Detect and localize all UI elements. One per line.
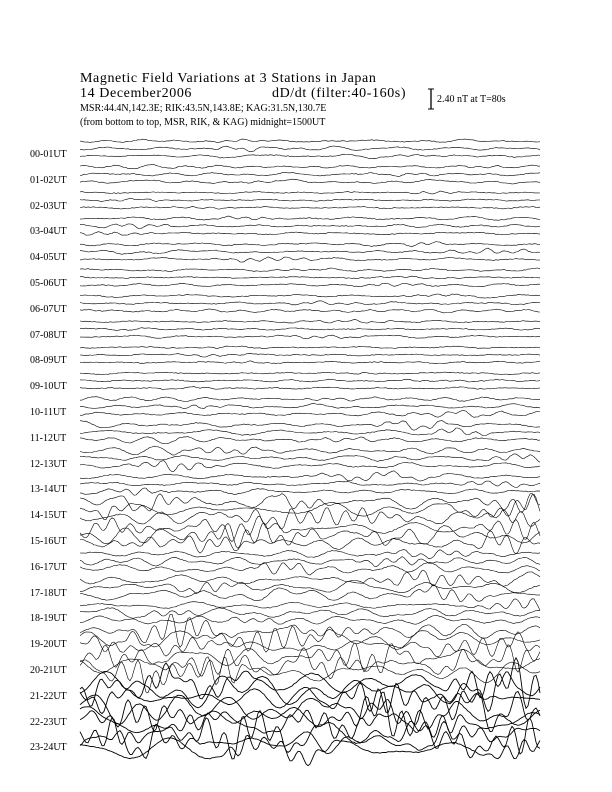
hour-label: 21-22UT (30, 690, 67, 702)
trace-rik (80, 379, 540, 382)
trace-kag (80, 164, 540, 168)
trace-msr (80, 461, 540, 472)
trace-kag (80, 216, 540, 220)
hour-label: 10-11UT (30, 407, 67, 418)
trace-msr (80, 232, 540, 236)
trace-rik (80, 198, 540, 201)
trace-rik (80, 658, 540, 712)
hour-label: 04-05UT (30, 252, 67, 264)
trace-msr (80, 154, 540, 158)
hour-label: 06-07UT (30, 303, 67, 315)
trace-msr (80, 562, 540, 575)
trace-msr (80, 361, 540, 364)
trace-kag (80, 346, 540, 349)
chart-title: Magnetic Field Variations at 3 Stations in Japan (80, 71, 377, 86)
trace-kag (80, 550, 540, 559)
hour-label: 15-16UT (30, 536, 67, 547)
trace-kag (80, 139, 540, 143)
trace-rik (80, 557, 540, 567)
hour-label: 13-14UT (30, 484, 67, 496)
hour-label: 23-24UT (30, 742, 67, 754)
hour-label: 05-06UT (30, 278, 67, 289)
hour-label: 01-02UT (30, 174, 67, 186)
trace-rik (80, 494, 540, 519)
trace-msr (80, 257, 540, 262)
hour-label: 17-18UT (30, 587, 67, 599)
trace-kag (80, 599, 540, 611)
trace-rik (80, 276, 540, 279)
trace-kag (80, 268, 540, 272)
trace-kag (80, 643, 540, 673)
hour-label: 02-03UT (30, 200, 67, 212)
hour-label: 12-13UT (30, 458, 67, 470)
trace-msr (80, 387, 540, 390)
trace-rik (80, 173, 540, 177)
hour-label: 08-09UT (30, 355, 67, 367)
hour-label: 00-01UT (30, 149, 67, 160)
trace-kag (80, 372, 540, 374)
trace-rik (80, 328, 540, 331)
hour-label: 19-20UT (30, 639, 67, 651)
trace-kag (80, 691, 540, 732)
trace-kag (80, 241, 540, 246)
trace-kag (80, 471, 540, 481)
trace-kag (80, 446, 540, 455)
trace-msr (80, 615, 540, 624)
trace-kag (80, 663, 540, 699)
trace-rik (80, 354, 540, 357)
trace-rik (80, 648, 540, 679)
trace-msr (80, 411, 540, 418)
trace-rik (80, 454, 540, 462)
trace-rik (80, 481, 540, 488)
trace-rik (80, 248, 540, 254)
trace-msr (80, 283, 540, 286)
scale-label: 2.40 nT at T=80s (437, 94, 506, 105)
trace-rik (80, 301, 540, 305)
trace-msr (80, 207, 540, 210)
trace-rik (80, 146, 540, 152)
hour-label: 09-10UT (30, 381, 67, 393)
hour-label: 22-23UT (30, 716, 67, 728)
trace-kag (80, 294, 540, 298)
trace-rik (80, 608, 540, 618)
hour-label: 07-08UT (30, 329, 67, 341)
station-order-note: (from bottom to top, MSR, RIK, & KAG) midnight=1500UT (80, 117, 326, 128)
trace-msr (80, 437, 540, 444)
trace-msr (80, 309, 540, 313)
hour-label: 14-15UT (30, 510, 67, 522)
trace-rik (80, 428, 540, 436)
trace-kag (80, 571, 540, 587)
trace-group (80, 139, 540, 766)
hour-label: 18-19UT (30, 613, 67, 625)
trace-rik (80, 224, 540, 229)
trace-msr (80, 488, 540, 495)
trace-kag (80, 320, 540, 324)
trace-kag (80, 493, 540, 512)
chart-date: 14 December2006 (80, 86, 193, 101)
trace-kag (80, 614, 540, 647)
hour-label: 20-21UT (30, 665, 67, 676)
trace-kag (80, 397, 540, 402)
trace-rik (80, 404, 540, 409)
trace-msr (80, 335, 540, 339)
hour-label: 16-17UT (30, 561, 67, 573)
trace-kag (80, 421, 540, 431)
chart-component: dD/dt (filter:40-160s) (272, 86, 407, 101)
hour-label: 03-04UT (30, 226, 67, 238)
hour-label: 11-12UT (30, 432, 67, 444)
trace-msr (80, 179, 540, 184)
trace-kag (80, 191, 540, 194)
station-coordinates: MSR:44.4N,142.3E; RIK:43.5N,143.8E; KAG:31.5N,130.7E (80, 103, 327, 114)
